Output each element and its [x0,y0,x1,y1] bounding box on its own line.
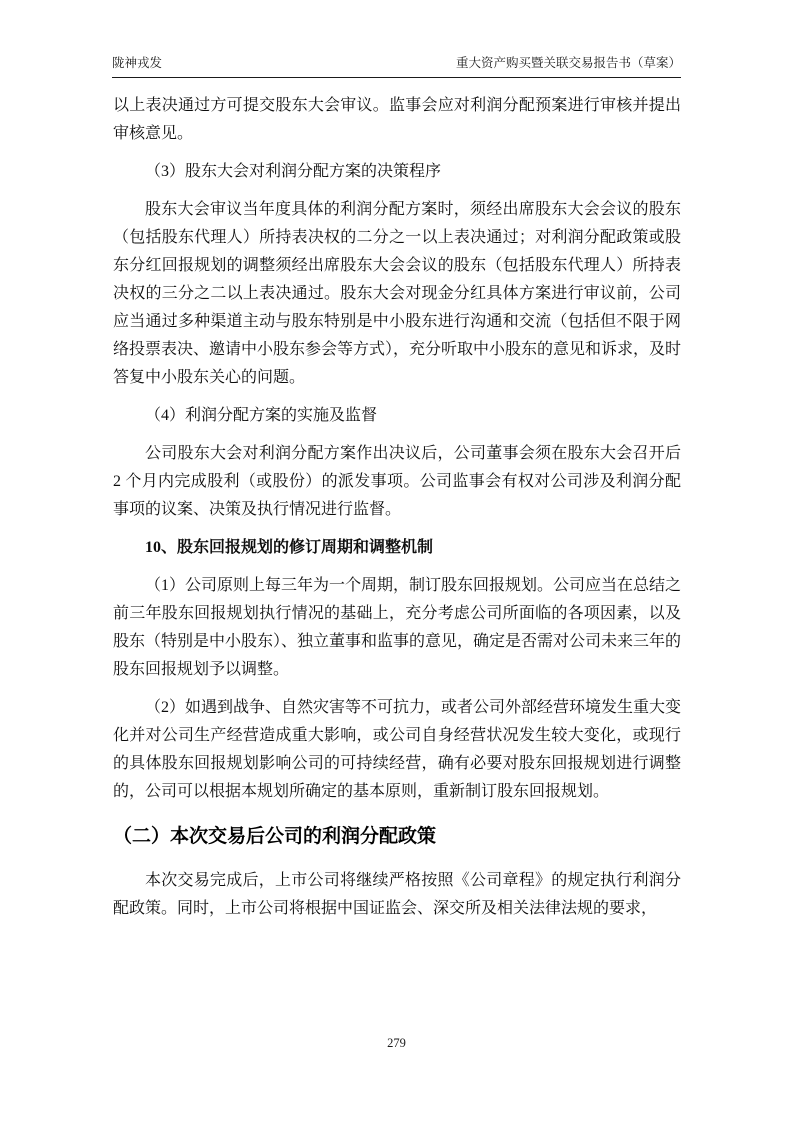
header-right-text: 重大资产购买暨关联交易报告书（草案） [455,56,681,70]
page-number: 279 [387,1036,406,1050]
page-footer [0,1036,793,1051]
paragraph: （1）公司原则上每三年为一个周期，制订股东回报规划。公司应当在总结之前三年股东回报规划执行情况的基础上，充分考虑公司所面临的各项因素，以及股东（特别是中小股东）、独立董事和监事的意见，确定是否需对公司未来三年的股东回报规划予以调整。 [113,577,682,678]
paragraph: 股东大会审议当年度具体的利润分配方案时，须经出席股东大会会议的股东（包括股东代理人）所持表决权的二分之一以上表决通过；对利润分配政策或股东分红回报规划的调整须经出席股东大会会议的股东（包括股东代理人）所持表决权的三分之二以上表决通过。股东大会对现金分红具体方案进行审议前，公司应当通过多种渠道主动与股东特别是中小股东进行沟通和交流（包括但不限于网络投票表决、邀请中小股东参会等方式），充分听取中小股东的意见和诉求，及时答复中小股东关心的问题。 [113,201,682,386]
page-header [112,0,681,78]
sub-heading: 10、股东回报规划的修订周期和调整机制 [145,539,434,556]
document-body [113,92,681,923]
paragraph: 以上表决通过方可提交股东大会审议。监事会应对利润分配预案进行审核并提出审核意见。 [113,97,681,142]
paragraph: （4）利润分配方案的实施及监督 [145,407,378,424]
paragraph: 公司股东大会对利润分配方案作出决议后，公司董事会须在股东大会召开后 2 个月内完成股利（或股份）的派发事项。公司监事会有权对公司涉及利润分配事项的议案、决策及执行情况进行监督。 [113,445,681,518]
paragraph: （2）如遇到战争、自然灾害等不可抗力，或者公司外部经营环境发生重大变化并对公司生产经营造成重大影响，或公司自身经营状况发生较大变化，或现行的具体股东回报规划影响公司的可持续经营，确有必要对股东回报规划进行调整的，公司可以根据本规划所确定的基本原则，重新制订股东回报规划。 [113,699,682,800]
section-heading: （二）本次交易后公司的利润分配政策 [113,826,437,847]
header-left-text: 陇神戎发 [112,56,163,70]
paragraph: （3）股东大会对利润分配方案的决策程序 [145,163,442,180]
paragraph: 本次交易完成后，上市公司将继续严格按照《公司章程》的规定执行利润分配政策。同时，上市公司将根据中国证监会、深交所及相关法律法规的要求， [113,872,681,917]
